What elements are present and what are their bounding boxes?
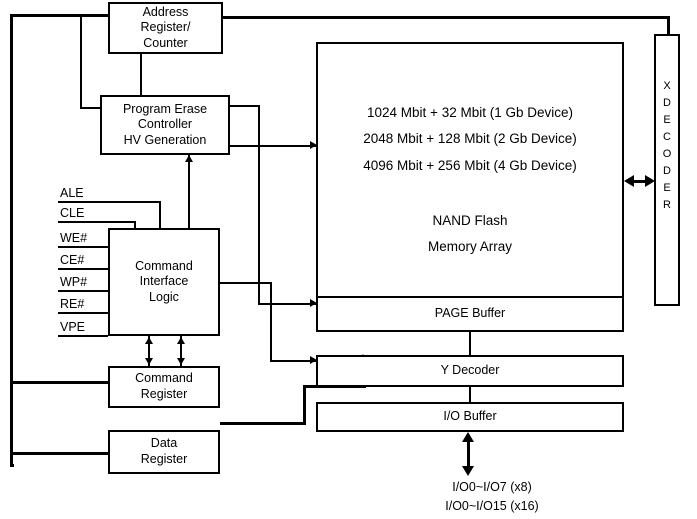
block-memory-array-container bbox=[316, 42, 624, 332]
block-page-buffer bbox=[316, 296, 624, 332]
x-decoder-label bbox=[656, 78, 678, 214]
page-buffer-label: PAGE Buffer bbox=[434, 306, 506, 321]
vpe-line bbox=[58, 335, 108, 337]
memory-array-name-line2: Memory Array bbox=[427, 238, 512, 254]
ce-line bbox=[58, 268, 108, 270]
signal-label-we: WE# bbox=[60, 231, 88, 245]
program-erase-to-page-buffer bbox=[258, 303, 316, 305]
arrow-down-command-register-right bbox=[177, 358, 185, 365]
block-data-register bbox=[108, 430, 220, 474]
block-address-register bbox=[108, 2, 223, 54]
left-bus-vertical bbox=[10, 14, 13, 466]
cle-line bbox=[58, 221, 136, 223]
data-register-right-line bbox=[220, 422, 306, 425]
block-command-register bbox=[108, 366, 220, 408]
ale-drop bbox=[159, 201, 161, 228]
command-interface-line3: Logic bbox=[149, 289, 179, 304]
bus-to-command-register bbox=[10, 381, 110, 384]
block-program-erase-controller bbox=[100, 95, 230, 155]
ydecoder-to-io-buffer bbox=[469, 387, 471, 402]
data-register-line2: Register bbox=[140, 452, 188, 466]
cle-drop bbox=[134, 221, 136, 228]
command-interface-line1: Command bbox=[135, 258, 193, 273]
y-decoder-label: Y Decoder bbox=[440, 363, 500, 378]
signal-label-re: RE# bbox=[60, 297, 85, 311]
block-io-buffer bbox=[316, 402, 624, 432]
arrow-up-command-interface-right bbox=[177, 337, 185, 344]
block-x-decoder bbox=[654, 34, 680, 306]
memory-array-name bbox=[320, 208, 620, 259]
arrow-io-bus-down bbox=[462, 466, 474, 476]
bus-to-address-register bbox=[10, 14, 110, 17]
command-interface-right-line bbox=[220, 282, 272, 284]
arrow-up-command-interface-left bbox=[145, 337, 153, 344]
re-line bbox=[58, 312, 108, 314]
x-decoder-char-3: C bbox=[663, 131, 671, 144]
data-register-line1: Data bbox=[150, 436, 178, 451]
program-erase-line1: Program Erase bbox=[122, 101, 208, 116]
signal-label-wp: WP# bbox=[60, 275, 88, 289]
block-command-interface-logic bbox=[108, 228, 220, 336]
arrow-command-interface-to-program-erase bbox=[185, 155, 193, 162]
program-erase-right-line bbox=[230, 105, 260, 107]
address-register-line1: Address bbox=[142, 4, 189, 19]
arrow-io-bus-up bbox=[462, 432, 474, 442]
spine-left-vertical bbox=[80, 14, 82, 108]
x-decoder-char-4: O bbox=[662, 148, 672, 161]
address-register-line3: Counter bbox=[143, 35, 188, 50]
memory-array-name-line1: NAND Flash bbox=[432, 213, 508, 228]
data-register-rise bbox=[303, 385, 306, 423]
program-erase-to-array bbox=[230, 145, 316, 147]
x-decoder-char-1: D bbox=[663, 97, 671, 110]
command-register-line1: Command bbox=[135, 371, 193, 386]
x-decoder-char-2: E bbox=[663, 114, 671, 127]
x-decoder-char-6: E bbox=[663, 182, 671, 195]
io-buffer-label: I/O Buffer bbox=[443, 409, 497, 424]
x-decoder-char-7: R bbox=[663, 199, 671, 212]
capacity-1gb: 1024 Mbit + 32 Mbit (1 Gb Device) bbox=[367, 105, 573, 120]
address-to-xdecoder-drop bbox=[667, 16, 670, 36]
command-interface-line2: Interface bbox=[139, 274, 189, 289]
arrow-array-to-xdecoder bbox=[645, 175, 655, 187]
command-register-line2: Register bbox=[140, 387, 188, 401]
block-y-decoder bbox=[316, 355, 624, 387]
program-erase-line2: Controller bbox=[137, 117, 193, 132]
x-decoder-char-0: X bbox=[663, 80, 671, 92]
address-register-line2: Register/ bbox=[140, 20, 191, 35]
io-bus-labels bbox=[392, 478, 592, 516]
page-buffer-to-ydecoder bbox=[469, 332, 471, 355]
address-to-xdecoder-line bbox=[223, 16, 670, 19]
arrow-down-command-register-left bbox=[145, 358, 153, 365]
signal-label-cle: CLE bbox=[60, 206, 85, 220]
wp-line bbox=[58, 290, 108, 292]
capacity-4gb: 4096 Mbit + 256 Mbit (4 Gb Device) bbox=[363, 157, 577, 173]
arrow-xdecoder-to-array bbox=[624, 175, 634, 187]
signal-label-vpe: VPE bbox=[60, 320, 86, 334]
bus-to-data-register bbox=[10, 452, 110, 455]
address-to-program-erase bbox=[140, 54, 142, 98]
command-interface-to-program-erase bbox=[188, 155, 190, 228]
signal-label-ale: ALE bbox=[60, 186, 84, 200]
capacity-2gb: 2048 Mbit + 128 Mbit (2 Gb Device) bbox=[363, 131, 577, 147]
program-erase-line3: HV Generation bbox=[123, 132, 207, 147]
io-bus-x8: I/O0~I/O7 (x8) bbox=[452, 480, 532, 494]
memory-array-capacities bbox=[320, 100, 620, 179]
left-bus-foot bbox=[10, 464, 14, 467]
signal-label-ce: CE# bbox=[60, 253, 85, 267]
io-bus-line bbox=[467, 440, 470, 468]
we-line bbox=[58, 246, 108, 248]
command-interface-right-drop bbox=[270, 282, 272, 362]
ale-line bbox=[58, 201, 161, 203]
program-erase-right-drop bbox=[258, 105, 260, 305]
io-bus-x16: I/O0~I/O15 (x16) bbox=[445, 498, 539, 513]
x-decoder-char-5: D bbox=[663, 165, 671, 178]
